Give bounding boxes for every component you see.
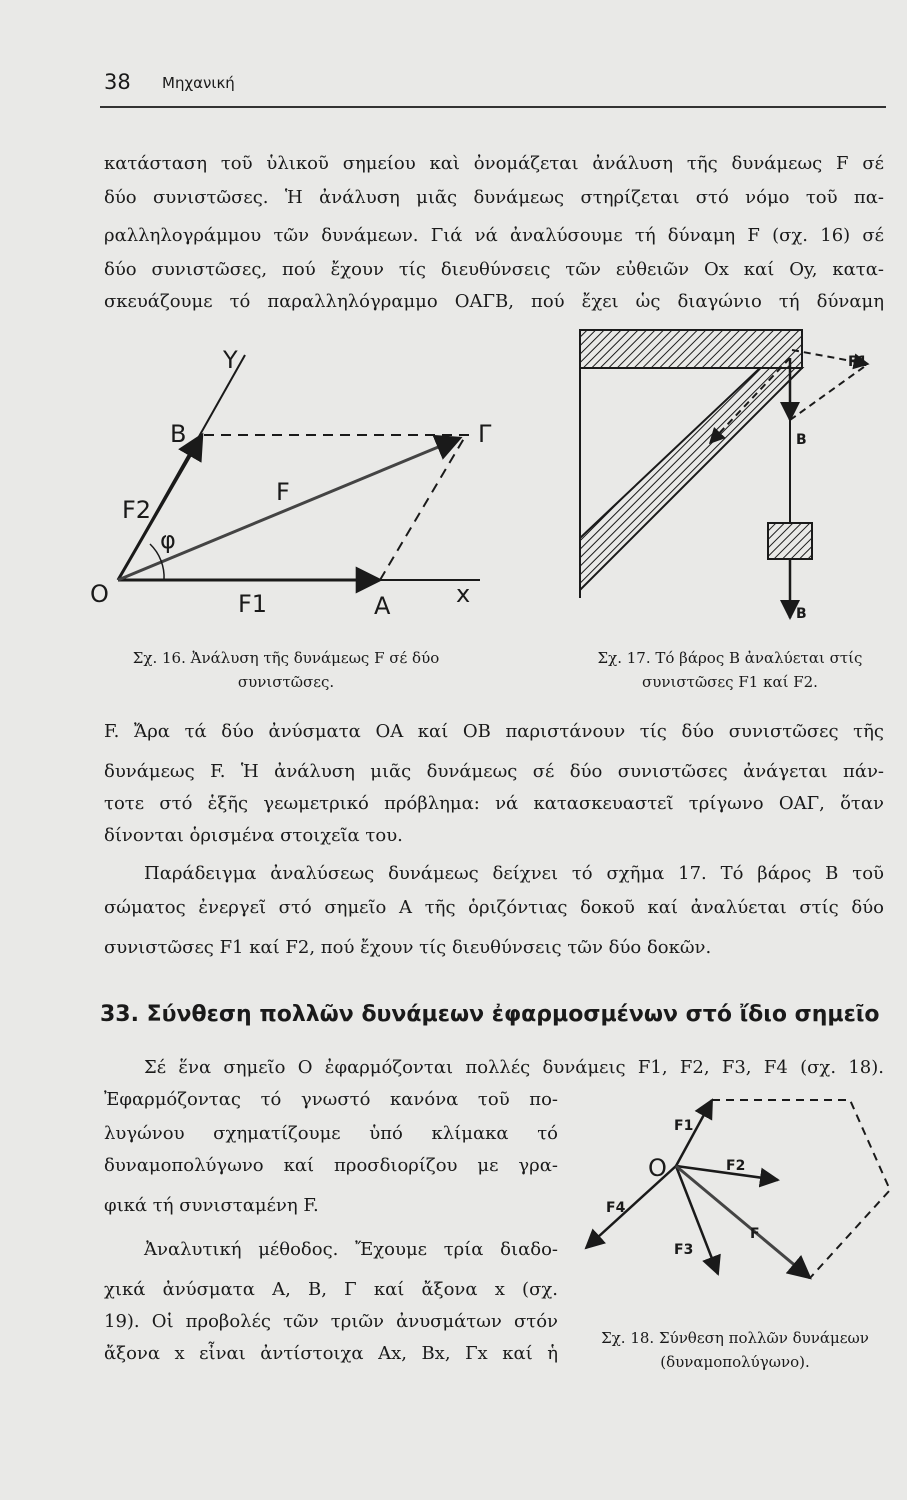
label-f1: F1 [238,590,268,618]
running-title: Μηχανική [162,74,235,92]
dashed-parallelogram [790,364,868,420]
label-o: O [648,1154,667,1182]
text-line: δύο συνιστῶσες, πού ἔχουν τίς διευθύνσεις τῶν εὐθειῶν Ox καί Oy, κατα- [104,259,884,280]
section-heading: 33. Σύνθεση πολλῶν δυνάμεων ἐφαρμοσμένων στό ἴδιο σημεῖο [100,1002,880,1027]
text-line: Παράδειγμα ἀναλύσεως δυνάμεως δείχνει τό σχῆμα 17. Τό βάρος B τοῦ [144,863,884,884]
figure-17-caption-line: συνιστῶσες F1 καί F2. [642,673,818,691]
vector-f [118,438,460,580]
label-g: Γ [478,420,492,448]
text-line: ραλληλογράμμου τῶν δυνάμεων. Γιά νά ἀναλύσουμε τή δύναμη F (σχ. 16) σέ [104,225,884,246]
page-number: 38 [104,70,131,94]
figure-18-caption-line: Σχ. 18. Σύνθεση πολλῶν δυνάμεων [601,1329,869,1347]
label-o: O [90,580,109,608]
dashed-a-to-g [380,435,466,580]
text-line: σώματος ἐνεργεῖ στό σημεῖο A τῆς ὁριζόντιας δοκοῦ καί ἀναλύεται στίς δύο [104,897,884,918]
label-f: F [276,478,290,506]
figure-18-caption [580,1326,890,1374]
figure-17-caption [570,646,890,694]
label-f4: F4 [606,1200,626,1216]
label-b-upper: B [796,432,807,448]
figure-17-diagram [580,328,870,628]
figure-16-caption-line: Σχ. 16. Ἀνάλυση τῆς δυνάμεως F σέ δύο [132,649,440,667]
label-f2: F2 [122,496,152,524]
page-header [104,66,884,100]
text-line: σκευάζουμε τό παραλληλόγραμμο ΟΑΓΒ, πού ἔχει ὡς διαγώνιο τή δύναμη [104,291,884,312]
figure-16-caption-line: συνιστῶσες. [237,673,335,691]
text-line: Σέ ἕνα σημεῖο O ἐφαρμόζονται πολλές δυνάμεις F1, F2, F3, F4 (σχ. 18). [144,1057,884,1078]
dashed-polygon [712,1100,890,1278]
text-line: δύο συνιστῶσες. Ἡ ἀνάλυση μιᾶς δυνάμεως στηρίζεται στό νόμο τοῦ πα- [104,187,884,208]
text-line: συνιστῶσες F1 καί F2, πού ἔχουν τίς διευθύνσεις τῶν δύο δοκῶν. [104,937,712,958]
figure-16-caption [116,646,456,694]
hanging-weight [768,523,812,559]
figure-18-caption-line: (δυναμοπολύγωνο). [660,1353,810,1371]
label-f: F [750,1226,760,1242]
text-line: κατάσταση τοῦ ὑλικοῦ σημείου καὶ ὀνομάζεται ἀνάλυση τῆς δυνάμεως F σέ [104,153,884,174]
label-x: x [456,580,471,608]
label-y: Y [223,346,238,374]
label-f3: F3 [674,1242,694,1258]
label-phi: φ [160,526,176,554]
text-line: δυνάμεως F. Ἡ ἀνάλυση μιᾶς δυνάμεως σέ δύο συνιστῶσες ἀνάγεται πάν- [104,761,884,782]
text-line: 19). Οἱ προβολές τῶν τριῶν ἀνυσμάτων στόν [104,1311,558,1332]
text-line: ἄξονα x εἶναι ἀντίστοιχα Ax, Bx, Γx καί ἡ [104,1343,558,1364]
text-line: Ἐφαρμόζοντας τό γνωστό κανόνα τοῦ πο- [104,1089,558,1110]
text-line: F. Ἄρα τά δύο ἀνύσματα OA καί OB παριστάνουν τίς δύο συνιστῶσες τῆς [104,721,884,742]
label-b-lower: B [796,606,807,622]
label-f1: F1 [674,1118,694,1134]
label-f1: F1 [848,354,868,370]
text-line: χικά ἀνύσματα A, B, Γ καί ἄξονα x (σχ. [104,1279,558,1300]
figure-16-diagram [90,340,500,640]
label-b: B [170,420,187,448]
text-line: λυγώνου σχηματίζουμε ὑπό κλίμακα τό [104,1123,558,1144]
figure-17-caption-line: Σχ. 17. Τό βάρος B ἀναλύεται στίς [597,649,863,667]
label-f2: F2 [726,1158,746,1174]
text-line: φικά τή συνισταμένη F. [104,1195,319,1216]
horizontal-beam [580,330,802,368]
text-line: Ἀναλυτική μέθοδος. Ἔχουμε τρία διαδο- [144,1239,558,1260]
text-line: δυναμοπολύγωνο καί προσδιορίζου με γρα- [104,1155,558,1176]
figure-18-diagram [578,1090,894,1300]
header-rule [100,106,886,108]
vector-f-resultant [676,1166,810,1278]
text-line: δίνονται ὁρισμένα στοιχεῖα του. [104,825,403,846]
label-a: A [374,592,391,620]
text-line: τοτε στό ἑξῆς γεωμετρικό πρόβλημα: νά κατασκευαστεῖ τρίγωνο ΟΑΓ, ὅταν [104,793,884,814]
